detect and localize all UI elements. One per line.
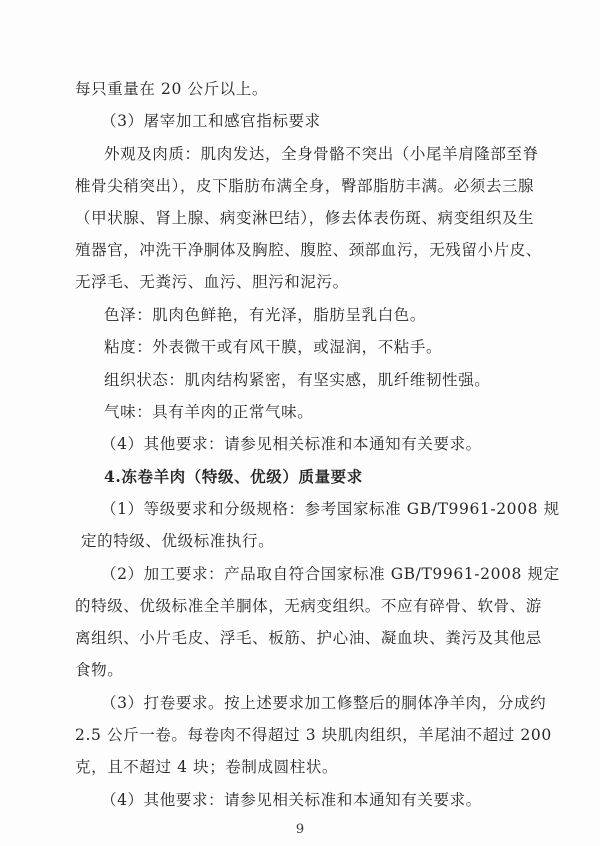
section-heading-3: （3）屠宰加工和感官指标要求 (101, 112, 321, 130)
text-line-rolling-3: 克，且不超过 4 块；卷制成圆柱状。 (75, 758, 339, 776)
text-line-appearance-3: （甲状腺、肾上腺、病变淋巴结），修去体表伤斑、病变组织及生 (75, 209, 535, 227)
section-title-frozen-lamb: 4.冻卷羊肉（特级、优级）质量要求 (104, 467, 363, 486)
text-line-tissue: 组织状态：肌肉结构紧密，有坚实感，肌纤维韧性强。 (104, 371, 491, 389)
text-line-color: 色泽：肌肉色鲜艳，有光泽，脂肪呈乳白色。 (104, 306, 427, 324)
text-line-grade-1: （1）等级要求和分级规格：参考国家标准 GB/T9961-2008 规 (101, 500, 560, 518)
text-line-appearance-5: 无浮毛、无粪污、血污、胆污和泥污。 (75, 273, 349, 291)
text-line-viscosity: 粘度：外表微干或有风干膜，或湿润，不粘手。 (104, 338, 443, 356)
text-line-processing-2: 的特级、优级标准全羊胴体，无病变组织。不应有碎骨、软骨、游 (75, 597, 542, 615)
text-line-1: 每只重量在 20 公斤以上。 (75, 80, 268, 98)
text-line-processing-1: （2）加工要求：产品取自符合国家标准 GB/T9961-2008 规定 (101, 565, 560, 583)
text-line-rolling-1: （3）打卷要求。按上述要求加工修整后的胴体净羊肉，分成约 (101, 694, 547, 712)
text-line-grade-2: 定的特级、优级标准执行。 (81, 532, 275, 550)
text-line-appearance-4: 殖器官，冲洗干净胴体及胸腔、腹腔、颈部血污，无残留小片皮、 (75, 241, 542, 259)
text-line-appearance-2: 椎骨尖稍突出），皮下脂肪布满全身，臀部脂肪丰满。必须去三腺 (75, 177, 535, 195)
text-line-odor: 气味：具有羊肉的正常气味。 (104, 403, 314, 421)
text-line-other-requirements: （4）其他要求：请参见相关标准和本通知有关要求。 (101, 791, 482, 809)
section-heading-4: （4）其他要求：请参见相关标准和本通知有关要求。 (101, 435, 482, 453)
text-line-processing-3: 离组织、小片毛皮、浮毛、板筋、护心油、凝血块、粪污及其他忌 (75, 629, 542, 647)
text-line-processing-4: 食物。 (75, 661, 124, 679)
text-line-rolling-2: 2.5 公斤一卷。每卷肉不得超过 3 块肌肉组织，羊尾油不超过 200 (75, 726, 552, 744)
text-line-appearance: 外观及肉质：肌肉发达，全身骨骼不突出（小尾羊肩隆部至脊 (104, 145, 539, 163)
page-number: 9 (295, 822, 305, 837)
